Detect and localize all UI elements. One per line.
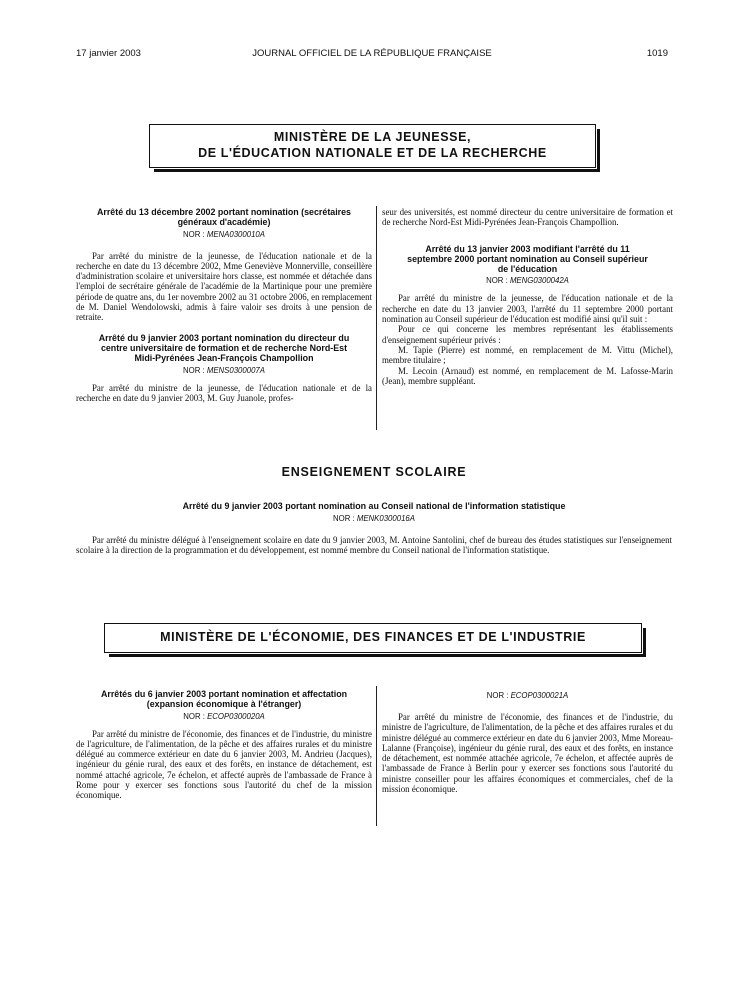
header-date: 17 janvier 2003 [76, 48, 141, 59]
arrete-title-conseil-superieur: Arrêté du 13 janvier 2003 modifiant l'arrêté du 11 septembre 2000 portant nomination au Conseil supérieur de l'éducation [407, 243, 648, 275]
left-column-economie [76, 689, 372, 801]
right-column-economie [382, 689, 673, 794]
nor-label: NOR : [183, 365, 207, 375]
nor-reference [382, 691, 673, 701]
arrete-title-expansion: Arrêtés du 6 janvier 2003 portant nomination et affectation (expansion économique à l'étranger) [100, 689, 348, 710]
right-column-education [382, 207, 673, 386]
ministry-heading-education [149, 124, 596, 168]
page-header [76, 48, 668, 62]
ministry-heading-line2: DE L'ÉDUCATION NATIONALE ET DE LA RECHERCHE [198, 146, 547, 160]
arrete-body-conseil-p1: Par arrêté du ministre de la jeunesse, de l'éducation nationale et de la recherche en date du 13 janvier 2003, l'arrêté du 11 septembre 2000 portant nomination au Conseil supérieur de l'éducation est modifié ainsi qu'il suit : [382, 293, 673, 325]
arrete-body-cnis [76, 535, 672, 556]
nor-label: NOR : [183, 711, 208, 721]
nor-label: NOR : [333, 514, 357, 523]
column-divider [376, 686, 377, 826]
nor-reference [76, 366, 372, 376]
left-column-education [76, 207, 372, 403]
arrete-body-conseil-p2: Pour ce qui concerne les membres représentant les établissements d'enseignement supérieur privés : [382, 324, 673, 345]
ministry-heading-economie-title: MINISTÈRE DE L'ÉCONOMIE, DES FINANCES ET DE L'INDUSTRIE [160, 630, 586, 644]
nor-code: ECOP0300021A [510, 691, 569, 700]
section-heading: ENSEIGNEMENT SCOLAIRE [281, 465, 467, 479]
nor-reference [76, 230, 372, 240]
nor-code: ECOP0300020A [207, 711, 265, 721]
header-page-number: 1019 [646, 48, 668, 59]
nor-code: MENK0300016A [356, 514, 415, 523]
nor-label: NOR : [486, 691, 511, 700]
nor-label: NOR : [183, 229, 207, 239]
arrete-body-rome: Par arrêté du ministre de l'économie, des finances et de l'industrie, du ministre de l'agriculture, de l'alimentation, de la pêche et des affaires rurales et du ministre délégué au commerce extérieur en date du 6 janvier 2003, M. Andrieu (Jacques), ingénieur du génie rural, des eaux et des forêts, en instance de détachement, est nommé attaché agricole, 7e échelon, et affecté auprès de l'ambassade de France à Rome pour y exercer ses fonctions sous l'autorité du chef de la mission économique. [76, 728, 372, 801]
arrete-body-cnis-text: Par arrêté du ministre délégué à l'enseignement scolaire en date du 9 janvier 2003, M. Antoine Santolini, chef de bureau des études statistiques sur l'enseignement scolaire à la direction de la programmation et du développement, est nommé membre du Conseil national de l'information statistique. [76, 535, 672, 556]
arrete-body-secretaires: Par arrêté du ministre de la jeunesse, de l'éducation nationale et de la recherche en date du 13 décembre 2002, Mme Geneviève Monnerville, conseillère d'administration scolaire et universitaire hors classe, est nommée et détachée dans l'emploi de secrétaire générale de l'académie de la Martinique pour une première période de quatre ans, du 1er novembre 2002 au 31 octobre 2006, en remplacement de M. Daniel Wendolowski, admis à faire valoir ses droits à une pension de retraite. [76, 250, 372, 323]
nor-reference [76, 712, 372, 722]
arrete-title-directeur: Arrêté du 9 janvier 2003 portant nomination du directeur du centre universitaire de formation et de recherche Nord-Est Midi-Pyrénées Jean-François Champollion [98, 332, 350, 364]
arrete-title-cnis: Arrêté du 9 janvier 2003 portant nomination au Conseil national de l'information statistique [182, 501, 566, 511]
nor-reference [382, 276, 673, 286]
nor-code: MENS0300007A [206, 365, 265, 375]
nor-code: MENA0300010A [206, 229, 265, 239]
nor-label: NOR : [486, 276, 510, 286]
arrete-body-conseil-p3: M. Tapie (Pierre) est nommé, en remplacement de M. Vittu (Michel), membre titulaire ; [382, 344, 673, 366]
arrete-title-secretaires: Arrêté du 13 décembre 2002 portant nomination (secrétaires généraux d'académie) [96, 207, 351, 228]
arrete-body-conseil-p4: M. Lecoin (Arnaud) est nommé, en remplacement de M. Lafosse-Marin (Jean), membre suppléant. [382, 365, 673, 386]
ministry-heading-economie [104, 623, 642, 653]
arrete-body-berlin: Par arrêté du ministre de l'économie, des finances et de l'industrie, du ministre de l'agriculture, de l'alimentation, de la pêche et des affaires rurales et du ministre délégué au commerce extérieur en date du 6 janvier 2003, Mme Moreau-Lalanne (Françoise), ingénieur du génie rural, des eaux et des forêts, en instance de détachement, est nommée attachée agricole, 7e échelon, et affectée auprès de l'ambassade de France à Berlin pour y exercer ses fonctions sous l'autorité du ministre conseiller pour les affaires économiques et commerciales, chef de la mission économique. [382, 712, 673, 795]
header-journal-title: JOURNAL OFFICIEL DE LA RÉPUBLIQUE FRANÇAISE [252, 48, 492, 59]
arrete-body-continuation: seur des universités, est nommé directeur du centre universitaire de formation et de recherche Nord-Est Midi-Pyrénées Jean-François Champollion. [382, 207, 673, 228]
ministry-heading-line1: MINISTÈRE DE LA JEUNESSE, [273, 130, 472, 144]
nor-reference [76, 514, 672, 523]
column-divider [376, 206, 377, 430]
arrete-body-directeur: Par arrêté du ministre de la jeunesse, de l'éducation nationale et de la recherche en date du 9 janvier 2003, M. Guy Juanole, profes- [76, 382, 372, 403]
nor-code: MENG0300042A [509, 276, 569, 286]
